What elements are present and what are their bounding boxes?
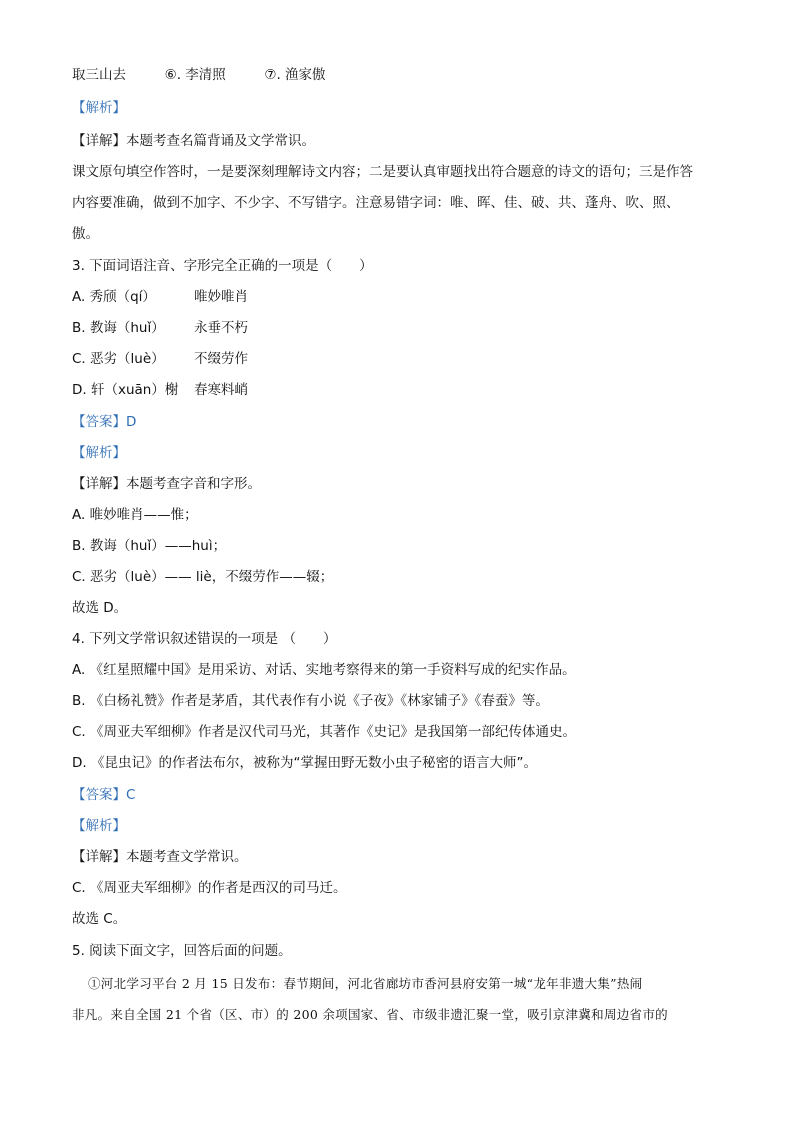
question-4-option-b: B. 《白杨礼赞》作者是茅盾，其代表作有小说《子夜》《林家铺子》《春蚕》等。 xyxy=(72,693,549,709)
answer-line-1 xyxy=(72,66,326,84)
explanation-line: 内容要准确，做到不加字、不少字、不写错字。注意易错字词：唯、晖、佳、破、共、蓬舟、吹、照、 xyxy=(72,195,680,211)
question-4-option-d: D. 《昆虫记》的作者法布尔，被称为“掌握田野无数小虫子秘密的语言大师”。 xyxy=(72,755,537,771)
question-4-option-a: A. 《红星照耀中国》是用采访、对话、实地考察得来的第一手资料写成的纪实作品。 xyxy=(72,662,576,678)
choice-line: 故选 D。 xyxy=(72,600,128,616)
choice-line: 故选 C。 xyxy=(72,911,127,927)
question-4-stem: 4. 下列文学常识叙述错误的一项是 （ ） xyxy=(72,631,337,647)
passage-line: 非凡。来自全国 21 个省（区、市）的 200 余项国家、省、市级非遗汇聚一堂，吸引京津冀和周边省市的 xyxy=(72,1007,668,1022)
question-3-option-d: D. 轩（xuān）榭 春寒料峭 xyxy=(72,382,248,398)
passage-line: ①河北学习平台 2 月 15 日发布：春节期间，河北省廊坊市香河县府安第一城“龙年非遗大集”热闹 xyxy=(88,976,643,991)
question-5-stem: 5. 阅读下面文字，回答后面的问题。 xyxy=(72,943,292,959)
detail-line: 【详解】本题考查字音和字形。 xyxy=(72,476,261,492)
explanation-line: B. 教诲（huǐ）——huì； xyxy=(72,538,227,554)
question-3-stem: 3. 下面词语注音、字形完全正确的一项是（ ） xyxy=(72,258,373,274)
answer-label: 【答案】C xyxy=(72,787,136,803)
question-3-option-b: B. 教诲（huǐ） 永垂不朽 xyxy=(72,320,248,336)
explanation-line: 课文原句填空作答时，一是要深刻理解诗文内容；二是要认真审题找出符合题意的诗文的语句；三是作答 xyxy=(72,164,693,180)
answer-7: ⑦. 渔家傲 xyxy=(264,67,326,83)
question-3-option-c: C. 恶劣（luè） 不缀劳作 xyxy=(72,351,248,367)
analysis-label: 【解析】 xyxy=(72,100,126,116)
analysis-label: 【解析】 xyxy=(72,818,126,834)
detail-line: 【详解】本题考查名篇背诵及文学常识。 xyxy=(72,133,315,149)
answer-label: 【答案】D xyxy=(72,414,137,430)
answer-6: ⑥. 李清照 xyxy=(164,67,226,83)
analysis-label: 【解析】 xyxy=(72,445,126,461)
answer-fragment: 取三山去 xyxy=(72,67,126,83)
question-4-option-c: C. 《周亚夫军细柳》作者是汉代司马光，其著作《史记》是我国第一部纪传体通史。 xyxy=(72,724,577,740)
detail-line: 【详解】本题考查文学常识。 xyxy=(72,849,248,865)
explanation-line: 傲。 xyxy=(72,226,99,242)
explanation-line: C. 《周亚夫军细柳》的作者是西汉的司马迁。 xyxy=(72,880,347,896)
question-3-option-a: A. 秀颀（qí） 唯妙唯肖 xyxy=(72,289,248,305)
explanation-line: C. 恶劣（luè）—— liè，不缀劳作——辍； xyxy=(72,569,334,585)
explanation-line: A. 唯妙唯肖——惟； xyxy=(72,507,198,523)
